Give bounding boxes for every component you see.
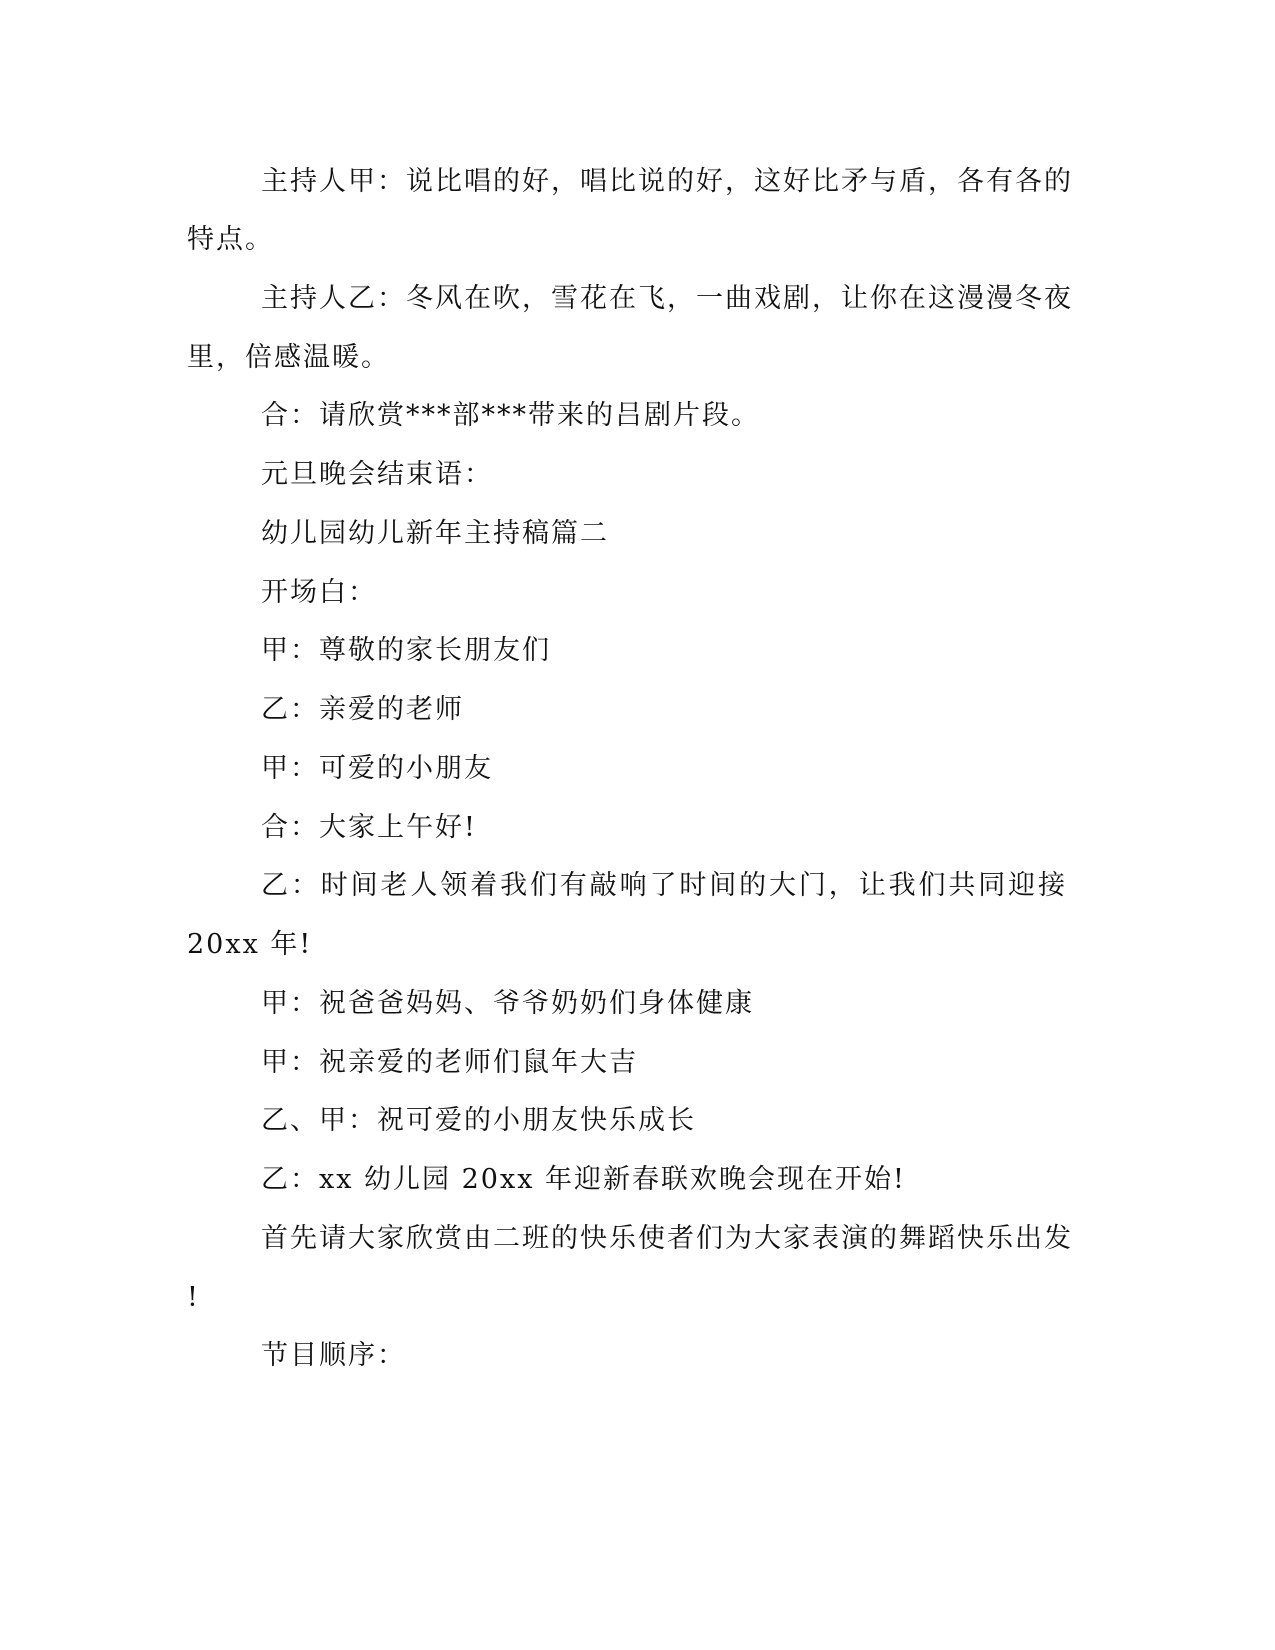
paragraph-host-a-line-2: 特点。 bbox=[187, 224, 274, 255]
paragraph-wish-children: 乙、甲：祝可爱的小朋友快乐成长 bbox=[261, 1105, 696, 1136]
paragraph-time-line-2: 20xx 年! bbox=[187, 929, 313, 960]
paragraph-opening-heading: 开场白： bbox=[261, 577, 377, 608]
paragraph-together-drama: 合：请欣赏***部***带来的吕剧片段。 bbox=[261, 400, 760, 431]
paragraph-time-line-1: 乙：时间老人领着我们有敲响了时间的大门，让我们共同迎接 bbox=[261, 870, 1067, 901]
paragraph-line-greeting: 合：大家上午好! bbox=[261, 812, 477, 843]
section-title: 幼儿园幼儿新年主持稿篇二 bbox=[261, 518, 609, 549]
paragraph-line-children: 甲：可爱的小朋友 bbox=[261, 753, 493, 784]
paragraph-wish-parents: 甲：祝爸爸妈妈、爷爷奶奶们身体健康 bbox=[261, 988, 754, 1019]
paragraph-gala-start: 乙：xx 幼儿园 20xx 年迎新春联欢晚会现在开始! bbox=[261, 1164, 906, 1195]
paragraph-host-b-line-2: 里，倍感温暖。 bbox=[187, 342, 390, 373]
paragraph-wish-teachers: 甲：祝亲爱的老师们鼠年大吉 bbox=[261, 1047, 638, 1078]
paragraph-line-parents: 甲：尊敬的家长朋友们 bbox=[261, 635, 551, 666]
paragraph-host-a-line-1: 主持人甲：说比唱的好，唱比说的好，这好比矛与盾，各有各的 bbox=[261, 166, 1073, 197]
paragraph-dance-line-2: ! bbox=[187, 1282, 200, 1313]
paragraph-closing-heading: 元旦晚会结束语： bbox=[261, 459, 493, 490]
paragraph-line-teachers: 乙：亲爱的老师 bbox=[261, 694, 464, 725]
paragraph-host-b-line-1: 主持人乙：冬风在吹，雪花在飞，一曲戏剧，让你在这漫漫冬夜 bbox=[261, 283, 1073, 314]
paragraph-dance-line-1: 首先请大家欣赏由二班的快乐使者们为大家表演的舞蹈快乐出发 bbox=[261, 1223, 1073, 1254]
paragraph-program-order: 节目顺序： bbox=[261, 1340, 406, 1371]
